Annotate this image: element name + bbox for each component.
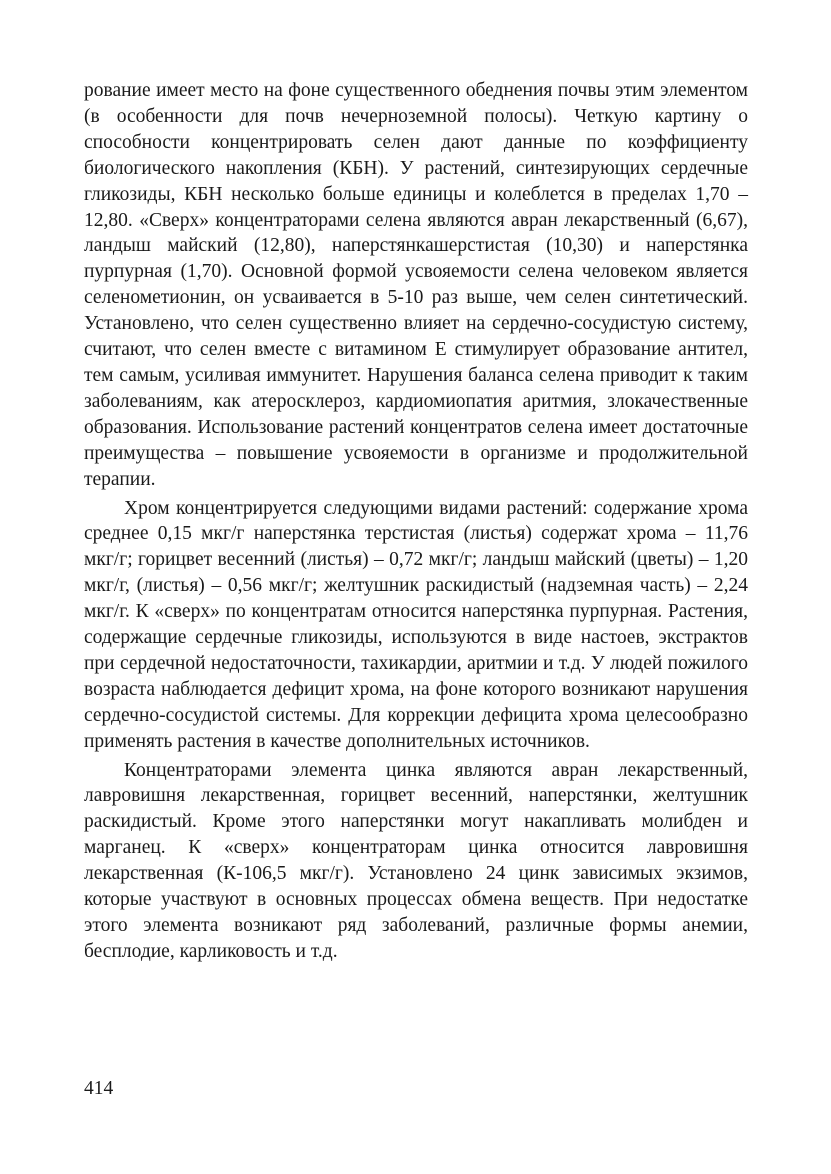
paragraph-selenium: рование имеет место на фоне существенного обеднения почвы этим элементом (в особенности для почв нечерноземной полосы). Четкую картину о способности концентрировать селен дают данные по коэффициенту биологического накопления (КБН). У растений, синтезирующих сердечные гликозиды, КБН несколько больше единицы и колеблется в пределах 1,70 – 12,80. «Сверх» концентраторами селена являются авран лекарственный (6,67), ландыш майский (12,80), наперстянкашерстистая (10,30) и наперстянка пурпурная (1,70). Основной формой усвояемости селена человеком является селенометионин, он усваивается в 5-10 раз выше, чем селен синтетический. Установлено, что селен существенно влияет на сердечно-сосудистую систему, считают, что селен вместе с витамином Е стимулирует образование антител, тем самым, усиливая иммунитет. Нарушения баланса селена приводит к таким заболеваниям, как атеросклероз, кардиомиопатия аритмия, злокачественные образования. Использование растений концентратов селена имеет достаточные преимущества – повышение усвояемости в организме и продолжительной терапии. [84,80,748,490]
page-body [84,78,748,965]
paragraph-zinc: Концентраторами элемента цинка являются авран лекарственный, лавровишня лекарственная, горицвет весенний, наперстянки, желтушник раскидистый. Кроме этого наперстянки могут накапливать молибден и марганец. К «сверх» концентраторам цинка относится лавровишня лекарственная (К-106,5 мкг/г). Установлено 24 цинк зависимых экзимов, которые участвуют в основных процессах обмена веществ. При недостатке этого элемента возникают ряд заболеваний, различные формы анемии, бесплодие, карликовость и т.д. [84,759,748,962]
page-number: 414 [84,1078,114,1099]
paragraph-chromium: Хром концентрируется следующими видами растений: содержание хрома среднее 0,15 мкг/г наперстянка терстистая (листья) содержат хрома – 11,76 мкг/г; горицвет весенний (листья) – 0,72 мкг/г; ландыш майский (цветы) – 1,20 мкг/г, (листья) – 0,56 мкг/г; желтушник раскидистый (надземная часть) – 2,24 мкг/г. К «сверх» по концентратам относится наперстянка пурпурная. Растения, содержащие сердечные гликозиды, используются в виде настоев, экстрактов при сердечной недостаточности, тахикардии, аритмии и т.д. У людей пожилого возраста наблюдается дефицит хрома, на фоне которого возникают нарушения сердечно-сосудистой системы. Для коррекции дефицита хрома целесообразно применять растения в качестве дополнительных источников. [84,497,748,752]
